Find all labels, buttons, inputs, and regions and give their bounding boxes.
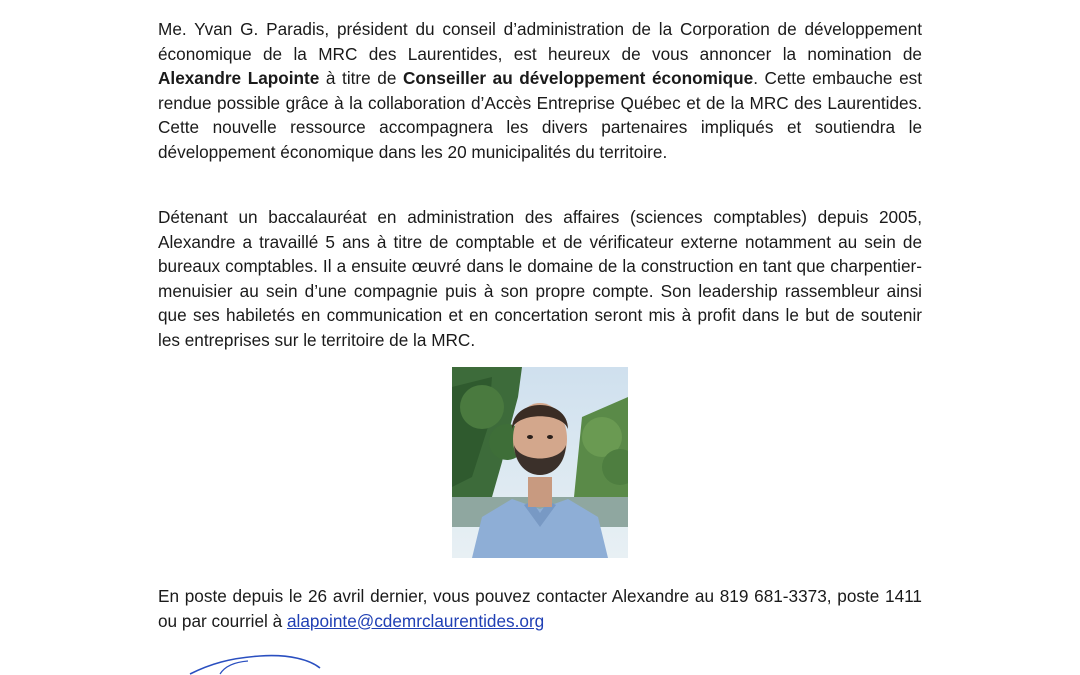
intro-text-part1: Me. Yvan G. Paradis, président du conseil d’administration de la Corporation de développement économique de la MRC des Laurentides, est heureux de vous annoncer la nomination de bbox=[158, 19, 922, 64]
intro-text-part2: à titre de bbox=[319, 68, 403, 89]
signature bbox=[180, 648, 360, 675]
intro-paragraph bbox=[158, 17, 922, 165]
portrait-photo bbox=[452, 367, 628, 558]
email-link[interactable]: alapointe@cdemrclaurentides.org bbox=[286, 610, 545, 631]
contact-paragraph bbox=[158, 584, 922, 633]
job-title: Conseiller au développement économique bbox=[402, 68, 754, 89]
contact-text: En poste depuis le 26 avril dernier, vous pouvez contacter Alexandre au 819 681-3373, poste 1411 ou par courriel à bbox=[158, 586, 922, 631]
intro-text-part3: . Cette embauche est rendue possible grâce à la collaboration d’Accès Entreprise Québec et de la MRC des Laurentides. Cette nouvelle ressource accompagnera les divers partenaires impliqués et soutiendra le développement économique dans les 20 municipalités du territoire. bbox=[158, 68, 923, 162]
employee-name: Alexandre Lapointe bbox=[158, 68, 320, 89]
background-paragraph: Détenant un baccalauréat en administration des affaires (sciences comptables) depuis 2005, Alexandre a travaillé 5 ans à titre de comptable et de vérificateur externe notamment au sein de bureaux comptables. Il a ensuite œuvré dans le domaine de la construction en tant que charpentier-menuisier au sein d’une compagnie puis à son propre compte. Son leadership rassembleur ainsi que ses habiletés en communication et en concertation seront mis à profit dans le but de soutenir les entreprises sur le territoire de la MRC. bbox=[158, 207, 922, 350]
